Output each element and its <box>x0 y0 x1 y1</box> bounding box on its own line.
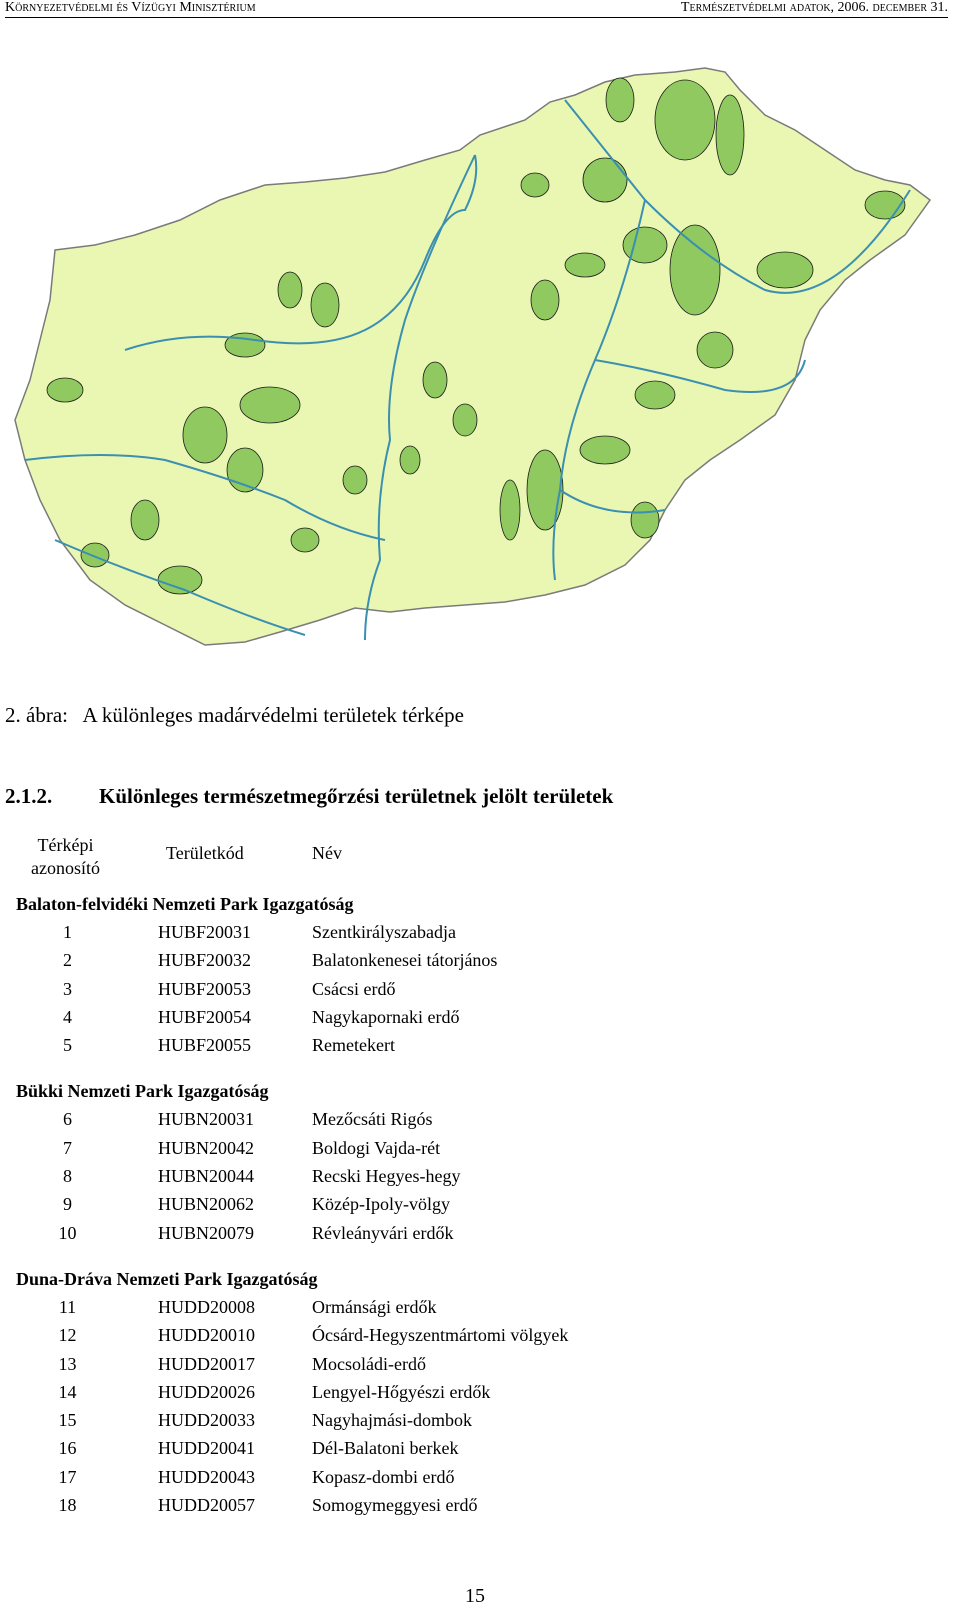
row-map-id: 11 <box>58 1296 77 1317</box>
table-row <box>0 1293 960 1321</box>
group-heading: Balaton-felvidéki Nemzeti Park Igazgatóság <box>16 894 354 914</box>
table-row <box>0 1491 960 1519</box>
row-area-code: HUBF20053 <box>158 978 252 999</box>
row-area-code: HUDD20043 <box>158 1466 255 1487</box>
row-map-id: 14 <box>58 1381 77 1402</box>
header-publication: Természetvédelmi adatok, 2006. december 31. <box>680 0 948 15</box>
table-row <box>0 1105 960 1133</box>
table-row <box>0 1162 960 1190</box>
table-row <box>0 946 960 974</box>
row-area-code: HUBF20054 <box>158 1006 252 1027</box>
row-map-id: 18 <box>58 1495 77 1516</box>
row-area-name: Kopasz-dombi erdő <box>312 1466 455 1487</box>
group-heading: Bükki Nemzeti Park Igazgatóság <box>16 1081 269 1102</box>
row-area-name: Nagykapornaki erdő <box>312 1006 460 1027</box>
row-map-id: 3 <box>63 978 72 999</box>
section-heading <box>5 784 613 809</box>
row-area-name: Ormánsági erdők <box>312 1296 437 1317</box>
table-row <box>0 1321 960 1349</box>
row-area-name: Dél-Balatoni berkek <box>312 1438 459 1459</box>
row-area-code: HUBF20032 <box>158 950 252 971</box>
row-map-id: 5 <box>63 1035 72 1056</box>
table-row <box>0 1463 960 1491</box>
row-map-id: 16 <box>58 1438 77 1459</box>
country-outline <box>15 68 930 645</box>
table-row <box>0 1350 960 1378</box>
row-area-code: HUDD20026 <box>158 1381 255 1402</box>
section-number: 2.1.2. <box>5 784 53 808</box>
row-area-code: HUBN20044 <box>158 1166 255 1187</box>
row-map-id: 6 <box>63 1109 72 1130</box>
row-area-code: HUBF20055 <box>158 1035 252 1056</box>
row-area-name: Révleányvári erdők <box>312 1222 454 1243</box>
row-area-name: Recski Hegyes-hegy <box>312 1166 461 1187</box>
row-area-code: HUBF20031 <box>158 922 252 942</box>
row-area-name: Mezőcsáti Rigós <box>312 1109 433 1130</box>
column-header-area-code: Területkód <box>166 843 244 863</box>
row-map-id: 9 <box>63 1194 72 1215</box>
figure-caption: 2. ábra: A különleges madárvédelmi területek térképe <box>5 703 464 727</box>
row-map-id: 1 <box>63 922 72 942</box>
table-row <box>0 1190 960 1218</box>
table-row <box>0 1219 960 1247</box>
table-row <box>0 1031 960 1059</box>
row-area-code: HUDD20041 <box>158 1438 255 1459</box>
row-map-id: 4 <box>63 1006 72 1027</box>
row-area-code: HUBN20042 <box>158 1137 255 1158</box>
row-area-name: Somogymeggyesi erdő <box>312 1495 478 1516</box>
hungary-map <box>5 60 940 670</box>
row-map-id: 2 <box>63 950 72 971</box>
row-area-name: Szentkirályszabadja <box>312 922 456 942</box>
row-area-code: HUDD20010 <box>158 1325 255 1346</box>
row-area-name: Lengyel-Hőgyészi erdők <box>312 1381 491 1402</box>
row-map-id: 7 <box>63 1137 72 1158</box>
row-area-code: HUDD20008 <box>158 1296 255 1317</box>
areas-table <box>0 890 960 1519</box>
map-svg <box>5 60 940 670</box>
row-area-code: HUBN20031 <box>158 1109 255 1130</box>
row-area-name: Ócsárd-Hegyszentmártomi völgyek <box>312 1325 569 1346</box>
row-map-id: 13 <box>58 1353 77 1374</box>
row-area-name: Balatonkenesei tátorjános <box>312 950 498 971</box>
table-row <box>0 975 960 1003</box>
row-map-id: 12 <box>58 1325 77 1346</box>
row-area-name: Remetekert <box>312 1035 395 1056</box>
group-heading: Duna-Dráva Nemzeti Park Igazgatóság <box>16 1268 318 1289</box>
table-row <box>0 1134 960 1162</box>
row-map-id: 10 <box>58 1222 77 1243</box>
group-spacer <box>0 1247 960 1265</box>
table-row <box>0 918 960 946</box>
column-header-map-id: Térképi azonosító <box>31 835 100 878</box>
header-rule <box>5 17 948 18</box>
row-area-name: Boldogi Vajda-rét <box>312 1137 441 1158</box>
group-spacer <box>0 1059 960 1077</box>
row-area-name: Közép-Ipoly-völgy <box>312 1194 450 1215</box>
row-area-name: Nagyhajmási-dombok <box>312 1410 472 1431</box>
header-ministry: Környezetvédelmi és Vízügyi Minisztérium <box>5 0 256 15</box>
table-row <box>0 1434 960 1462</box>
row-area-code: HUDD20017 <box>158 1353 255 1374</box>
table-row <box>0 1003 960 1031</box>
row-area-code: HUBN20062 <box>158 1194 255 1215</box>
row-area-code: HUDD20033 <box>158 1410 255 1431</box>
row-area-name: Mocsoládi-erdő <box>312 1353 426 1374</box>
table-row <box>0 1406 960 1434</box>
row-map-id: 15 <box>58 1410 77 1431</box>
column-header-name: Név <box>312 843 342 863</box>
row-map-id: 17 <box>58 1466 77 1487</box>
row-area-name: Csácsi erdő <box>312 978 396 999</box>
row-map-id: 8 <box>63 1166 72 1187</box>
page-number: 15 <box>465 1585 485 1607</box>
row-area-code: HUBN20079 <box>158 1222 255 1243</box>
row-area-code: HUDD20057 <box>158 1495 255 1516</box>
table-row <box>0 1378 960 1406</box>
section-title: Különleges természetmegőrzési területnek jelölt területek <box>99 784 614 808</box>
running-header <box>0 0 960 18</box>
